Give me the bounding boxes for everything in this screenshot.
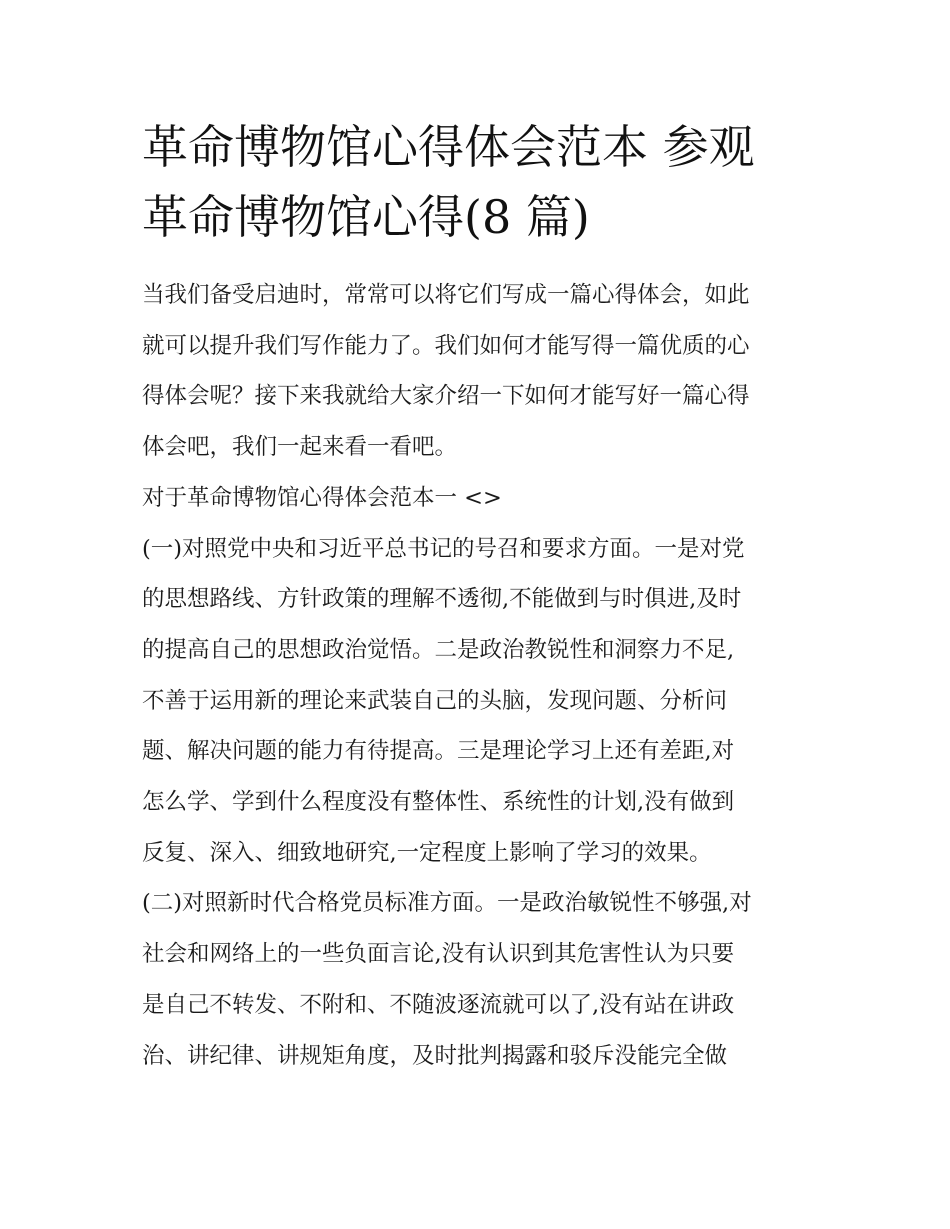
text-line: 怎么学、学到什么程度没有整体性、系统性的计划,没有做到 [142, 789, 735, 816]
text-line: 题、解决问题的能力有待提高。三是理论学习上还有差距,对 [142, 738, 735, 765]
text-line: 不善于运用新的理论来武装自己的头脑，发现问题、分析问 [142, 687, 728, 714]
text-line: 的提高自己的思想政治觉悟。二是政治教锐性和洞察力不足, [142, 636, 735, 663]
text-line: 治、讲纪律、讲规矩角度，及时批判揭露和驳斥没能完全做 [142, 1042, 728, 1069]
title-line: 革命博物馆心得(8 篇) [142, 190, 590, 244]
text-line: 当我们备受启迪时，常常可以将它们写成一篇心得体会，如此 [142, 282, 750, 308]
text-line: 对于革命博物馆心得体会范本一 <> [142, 484, 502, 511]
text-line: 得体会呢？接下来我就给大家介绍一下如何才能写好一篇心得 [142, 383, 750, 410]
text-line: 的思想路线、方针政策的理解不透彻,不能做到与时俱进,及时 [142, 586, 742, 613]
text-line: 体会吧，我们一起来看一看吧。 [142, 434, 458, 461]
text-line: 是自己不转发、不附和、不随波逐流就可以了,没有站在讲政 [142, 991, 735, 1018]
title-line: 革命博物馆心得体会范本 参观 [142, 120, 755, 174]
text-line: (二)对照新时代合格党员标准方面。一是政治敏锐性不够强,对 [142, 890, 752, 917]
text-line: (一)对照党中央和习近平总书记的号召和要求方面。一是对党 [142, 535, 745, 562]
text-line: 反复、深入、细致地研究,一定程度上影响了学习的效果。 [142, 839, 712, 866]
document-body [142, 270, 822, 1081]
text-line: 就可以提升我们写作能力了。我们如何才能写得一篇优质的心 [142, 332, 750, 359]
document-content [142, 112, 822, 1081]
section-paragraph-one [142, 524, 822, 879]
intro-paragraph [142, 270, 822, 473]
section-paragraph-two [142, 878, 822, 1081]
document-title [142, 112, 822, 252]
text-line: 社会和网络上的一些负面言论,没有认识到其危害性认为只要 [142, 941, 735, 968]
section-heading [142, 473, 822, 524]
